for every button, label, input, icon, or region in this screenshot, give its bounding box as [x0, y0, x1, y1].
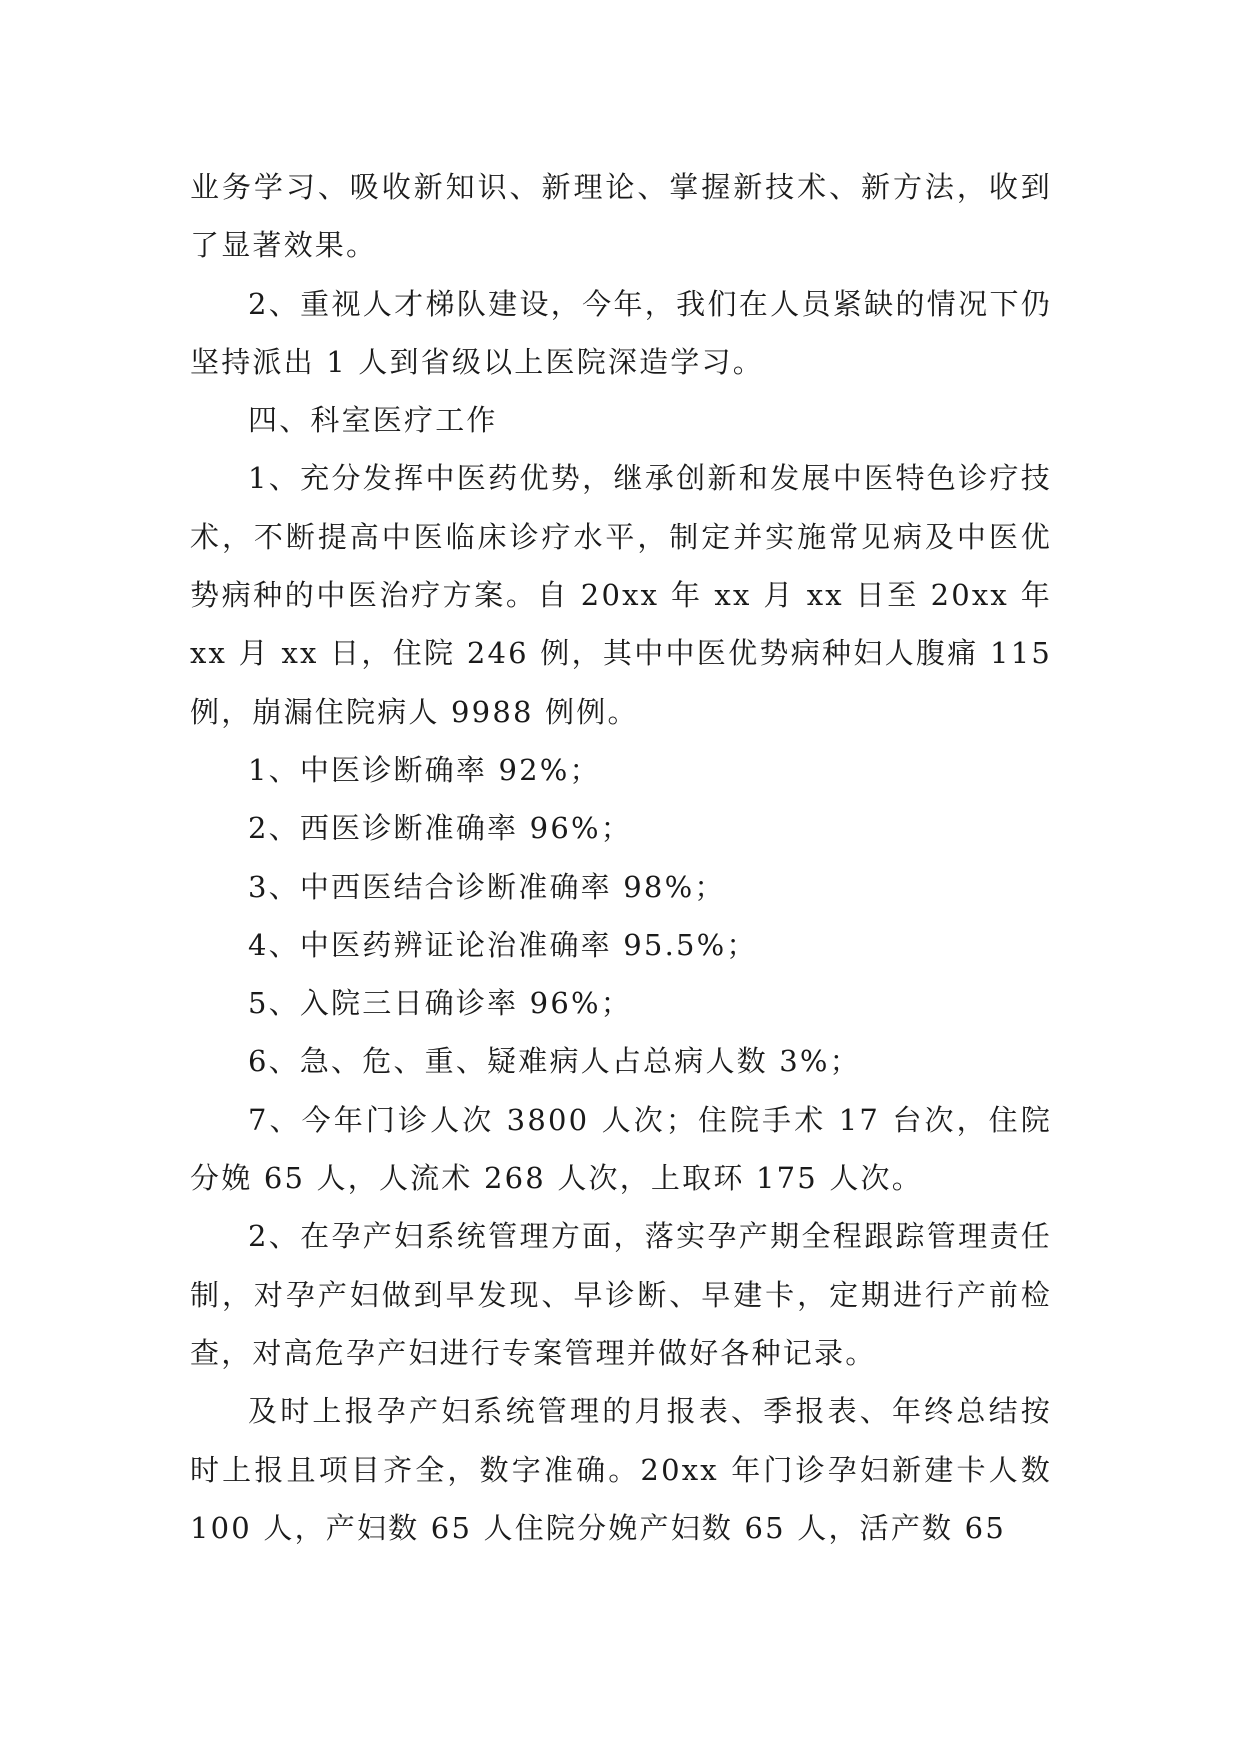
paragraph-tcm-advantage: 1、充分发挥中医药优势，继承创新和发展中医特色诊疗技术，不断提高中医临床诊疗水平，制定并实施常见病及中医优势病种的中医治疗方案。自 20xx 年 xx 月 xx 日至 20xx 年 xx 月 xx 日，住院 246 例，其中中医优势病种妇人腹痛 115 例，崩漏住院病人 9988 例例。	[190, 461, 1052, 729]
paragraph-maternal-management: 2、在孕产妇系统管理方面，落实孕产期全程跟踪管理责任制，对孕产妇做到早发现、早诊断、早建卡，定期进行产前检查，对高危孕产妇进行专案管理并做好各种记录。	[190, 1219, 1052, 1370]
list-item-three-day-diagnosis-rate: 5、入院三日确诊率 96%；	[248, 986, 632, 1021]
list-item-western-diagnosis-rate: 2、西医诊断准确率 96%；	[248, 811, 632, 846]
paragraph-talent-building: 2、重视人才梯队建设，今年，我们在人员紧缺的情况下仍坚持派出 1 人到省级以上医院深造学习。	[190, 286, 1052, 379]
list-item-critical-patient-ratio: 6、急、危、重、疑难病人占总病人数 3%；	[248, 1044, 861, 1079]
list-item-outpatient-statistics: 7、今年门诊人次 3800 人次；住院手术 17 台次，住院分娩 65 人，人流术 268 人次，上取环 175 人次。	[190, 1102, 1052, 1196]
list-item-syndrome-treatment-rate: 4、中医药辨证论治准确率 95.5%；	[248, 927, 758, 962]
list-item-tcm-diagnosis-rate: 1、中医诊断确率 92%；	[248, 752, 601, 787]
paragraph-reporting: 及时上报孕产妇系统管理的月报表、季报表、年终总结按时上报且项目齐全，数字准确。20xx 年门诊孕妇新建卡人数 100 人，产妇数 65 人住院分娩产妇数 65 人，活产数 65	[190, 1394, 1052, 1545]
list-item-combined-diagnosis-rate: 3、中西医结合诊断准确率 98%；	[248, 869, 726, 904]
paragraph-study-results: 业务学习、吸收新知识、新理论、掌握新技术、新方法，收到了显著效果。	[190, 170, 1052, 263]
section-heading-medical-work: 四、科室医疗工作	[248, 403, 498, 438]
body-text	[190, 158, 1052, 1557]
